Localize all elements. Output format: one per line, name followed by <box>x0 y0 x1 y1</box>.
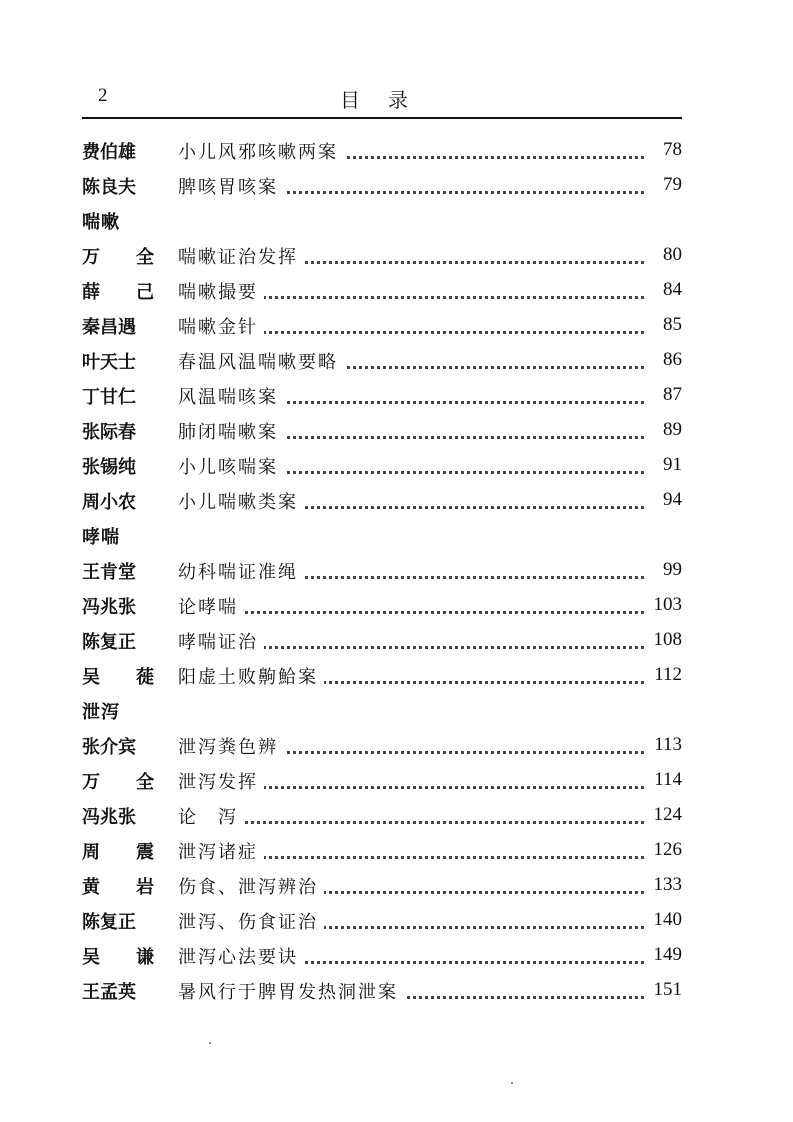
entry-author: 吴 蓰 <box>82 667 154 688</box>
entry-page: 80 <box>657 244 682 266</box>
toc-entry[interactable] <box>82 449 682 484</box>
entry-author: 丁甘仁 <box>82 387 136 408</box>
entry-title: 小儿喘嗽类案 <box>178 488 304 514</box>
entry-title: 哮喘证治 <box>178 628 264 654</box>
toc-entry[interactable] <box>82 344 682 379</box>
page-header <box>82 82 682 116</box>
page-title: 目录 <box>340 88 436 112</box>
entry-author: 张锡纯 <box>82 457 136 478</box>
entry-author: 周 震 <box>82 842 154 863</box>
entry-author: 秦昌遇 <box>82 317 136 338</box>
entry-author: 万 全 <box>82 772 154 793</box>
dot-leader <box>178 821 644 824</box>
section-title: 泄泻 <box>82 702 120 723</box>
toc-entry[interactable] <box>82 379 682 414</box>
toc-entry[interactable] <box>82 834 682 869</box>
entry-author: 陈复正 <box>82 632 136 653</box>
entry-page: 84 <box>657 279 682 301</box>
toc-entry[interactable] <box>82 414 682 449</box>
entry-title: 喘嗽证治发挥 <box>178 243 304 269</box>
entry-page: 86 <box>657 349 682 371</box>
toc-entry[interactable] <box>82 904 682 939</box>
entry-title: 阳虚土败齁鮯案 <box>178 663 324 689</box>
entry-page: 87 <box>657 384 682 406</box>
entry-author: 王孟英 <box>82 982 136 1003</box>
entry-author: 费伯雄 <box>82 142 136 163</box>
section-heading <box>82 694 682 729</box>
entry-author: 叶天士 <box>82 352 136 373</box>
entry-page: 99 <box>657 559 682 581</box>
print-speck <box>209 1042 211 1044</box>
header-rule <box>82 117 682 119</box>
entry-author: 吴 谦 <box>82 947 154 968</box>
entry-author: 张际春 <box>82 422 136 443</box>
toc-entry[interactable] <box>82 764 682 799</box>
section-title: 哮喘 <box>82 527 120 548</box>
entry-author: 万 全 <box>82 247 154 268</box>
entry-page: 151 <box>648 979 683 1001</box>
entry-title: 脾咳胃咳案 <box>178 173 284 199</box>
toc-entry[interactable] <box>82 799 682 834</box>
entry-title: 泄泻、伤食证治 <box>178 908 324 934</box>
entry-page: 133 <box>648 874 683 896</box>
entry-page: 91 <box>657 454 682 476</box>
entry-page: 85 <box>657 314 682 336</box>
entry-title: 喘嗽金针 <box>178 313 264 339</box>
toc-entry[interactable] <box>82 729 682 764</box>
entry-page: 103 <box>648 594 683 616</box>
entry-title: 论哮喘 <box>178 593 244 619</box>
entry-author: 陈复正 <box>82 912 136 933</box>
entry-author: 薛 己 <box>82 282 154 303</box>
toc-entry[interactable] <box>82 134 682 169</box>
entry-author: 王肯堂 <box>82 562 136 583</box>
section-title: 喘嗽 <box>82 212 120 233</box>
entry-page: 140 <box>648 909 683 931</box>
entry-title: 风温喘咳案 <box>178 383 284 409</box>
entry-author: 张介宾 <box>82 737 136 758</box>
toc-entry[interactable] <box>82 939 682 974</box>
entry-title: 喘嗽撮要 <box>178 278 264 304</box>
toc-entry[interactable] <box>82 484 682 519</box>
page-number: 2 <box>98 85 108 106</box>
entry-title: 泄泻诸症 <box>178 838 264 864</box>
entry-page: 112 <box>648 664 682 686</box>
entry-title: 泄泻粪色辨 <box>178 733 284 759</box>
entry-title: 肺闭喘嗽案 <box>178 418 284 444</box>
entry-author: 周小农 <box>82 492 136 513</box>
entry-page: 79 <box>657 174 682 196</box>
section-heading <box>82 204 682 239</box>
toc-entry[interactable] <box>82 659 682 694</box>
toc-entry[interactable] <box>82 869 682 904</box>
entry-title: 小儿咳喘案 <box>178 453 284 479</box>
entry-author: 冯兆张 <box>82 807 136 828</box>
section-heading <box>82 519 682 554</box>
dot-leader <box>178 611 644 614</box>
toc-entry[interactable] <box>82 624 682 659</box>
entry-page: 108 <box>648 629 683 651</box>
entry-title: 伤食、泄泻辨治 <box>178 873 324 899</box>
entry-author: 黄 岩 <box>82 877 154 898</box>
toc-entry[interactable] <box>82 589 682 624</box>
entry-page: 94 <box>657 489 682 511</box>
entry-author: 冯兆张 <box>82 597 136 618</box>
entry-page: 149 <box>648 944 683 966</box>
entry-author: 陈良夫 <box>82 177 136 198</box>
toc-entry[interactable] <box>82 974 682 1009</box>
entry-page: 113 <box>648 734 682 756</box>
entry-title: 论 泻 <box>178 803 244 829</box>
entry-title: 泄泻发挥 <box>178 768 264 794</box>
entry-page: 89 <box>657 419 682 441</box>
entry-title: 暑风行于脾胃发热洞泄案 <box>178 978 404 1004</box>
entry-page: 114 <box>648 769 682 791</box>
entry-title: 泄泻心法要诀 <box>178 943 304 969</box>
entry-page: 124 <box>648 804 683 826</box>
toc-entry[interactable] <box>82 274 682 309</box>
entry-title: 小儿风邪咳嗽两案 <box>178 138 344 164</box>
entry-page: 126 <box>648 839 683 861</box>
toc-entry[interactable] <box>82 169 682 204</box>
toc-entry[interactable] <box>82 309 682 344</box>
entry-page: 78 <box>657 139 682 161</box>
toc-entry[interactable] <box>82 239 682 274</box>
table-of-contents <box>82 134 682 1009</box>
print-speck <box>511 1082 513 1084</box>
entry-title: 幼科喘证准绳 <box>178 558 304 584</box>
entry-title: 春温风温喘嗽要略 <box>178 348 344 374</box>
toc-entry[interactable] <box>82 554 682 589</box>
